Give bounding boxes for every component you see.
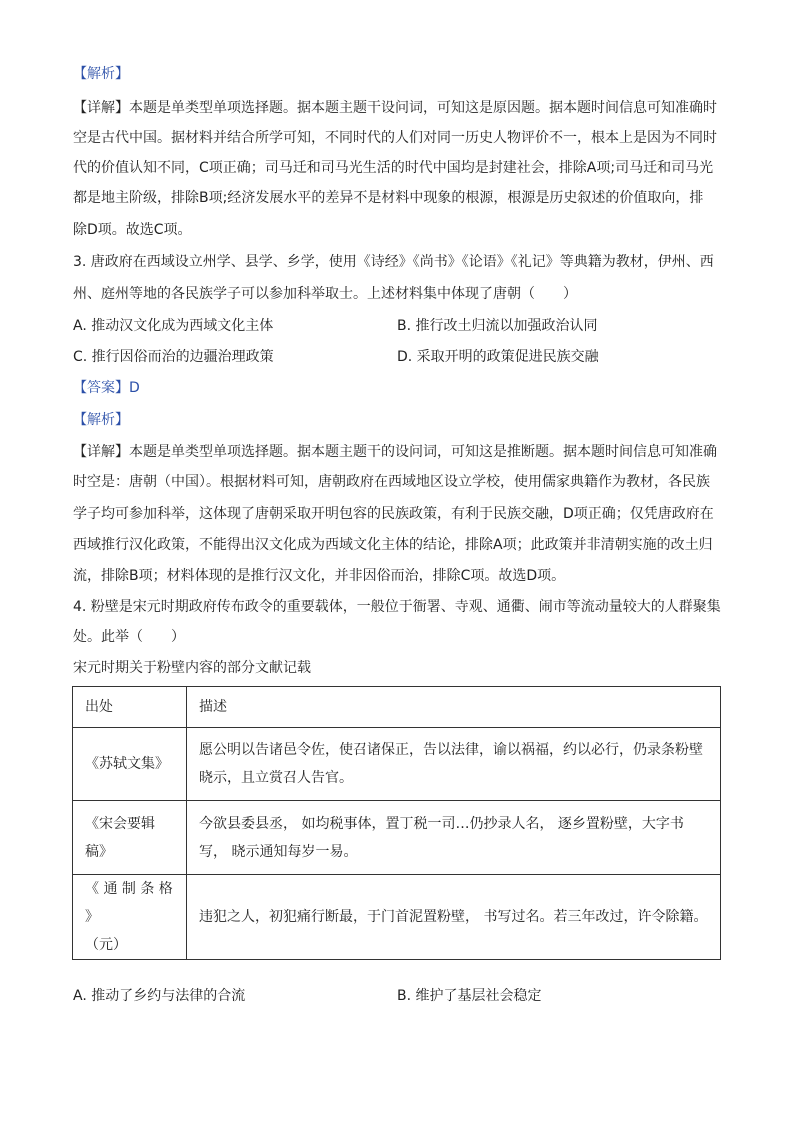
explanation-line: 【详解】本题是单类型单项选择题。据本题主题干的设问词，可知这是推断题。据本题时间信息可知准确: [73, 444, 717, 460]
explanation-line: 时空是：唐朝（中国）。根据材料可知，唐朝政府在西域地区设立学校，使用儒家典籍作为教材，各民族: [73, 474, 710, 490]
desc-line: 写， 晓示通知每岁一易。: [199, 843, 358, 860]
desc-line: 晓示，且立赏召人告官。: [199, 770, 353, 786]
table-cell-desc: [187, 728, 721, 801]
table-row: [73, 801, 721, 875]
q4-option-b: B. 维护了基层社会稳定: [397, 988, 542, 1004]
desc-line: 愿公明以告诸邑令佐，使召诸保正，告以法律，谕以祸福，约以必行，仍录条粉壁: [199, 742, 703, 758]
q3-option-d: D. 采取开明的政策促进民族交融: [397, 349, 599, 365]
table-header-desc: 描述: [187, 687, 721, 728]
explanation-line: 都是地主阶级，排除B项;经济发展水平的差异不是材料中现象的根源，根源是历史叙述的价值取向，排: [73, 190, 704, 206]
explanation-line: 学子均可参加科举，这体现了唐朝采取开明包容的民族政策，有利于民族交融，D项正确；仅凭唐政府在: [73, 506, 714, 522]
table-header-source: 出处: [73, 687, 187, 728]
question-3-stem: 3. 唐政府在西域设立州学、县学、乡学，使用《诗经》《尚书》《论语》《礼记》等典籍为教材，伊州、西: [73, 254, 714, 270]
analysis-heading-1: 【解析】: [73, 66, 129, 82]
table-row: [73, 728, 721, 801]
source-line: （元）: [85, 937, 127, 953]
question-4-stem: 4. 粉壁是宋元时期政府传布政令的重要载体，一般位于衙署、寺观、通衢、闹市等流动量较大的人群聚集: [73, 599, 721, 615]
question-4-stem: 处。此举（ ）: [73, 629, 185, 645]
source-line: 《 通 制 条 格 》: [85, 881, 173, 925]
desc-line: 违犯之人，初犯痛行断最，于门首泥置粉壁， 书写过名。若三年改过，许令除籍。: [199, 909, 708, 925]
explanation-line: 除D项。故选C项。: [73, 222, 192, 238]
explanation-line: 西域推行汉化政策，不能得出汉文化成为西域文化主体的结论，排除A项；此政策并非清朝实施的改土归: [73, 537, 713, 553]
analysis-heading-2: 【解析】: [73, 412, 129, 428]
q3-option-c: C. 推行因俗而治的边疆治理政策: [73, 349, 274, 365]
source-table: [72, 686, 721, 960]
q3-option-b: B. 推行改土归流以加强政治认同: [397, 318, 598, 334]
table-caption: 宋元时期关于粉壁内容的部分文献记载: [73, 660, 311, 676]
table-row: [73, 875, 721, 960]
explanation-line: 【详解】本题是单类型单项选择题。据本题主题干设问词，可知这是原因题。据本题时间信息可知准确时: [73, 100, 717, 116]
table-cell-source: 《苏轼文集》: [73, 728, 187, 801]
q4-option-a: A. 推动了乡约与法律的合流: [73, 988, 246, 1004]
answer-line: 【答案】D: [73, 380, 140, 396]
explanation-line: 流，排除B项；材料体现的是推行汉文化，并非因俗而治，排除C项。故选D项。: [73, 568, 566, 584]
table-cell-source: 《宋会要辑稿》: [73, 801, 187, 875]
table-cell-desc: [187, 801, 721, 875]
table-header-row: [73, 687, 721, 728]
q3-option-a: A. 推动汉文化成为西域文化主体: [73, 318, 274, 334]
table-cell-desc: [187, 875, 721, 960]
explanation-line: 代的价值认知不同，C项正确；司马迁和司马光生活的时代中国均是封建社会，排除A项;司马迁和司马光: [73, 160, 714, 176]
table-cell-source: [73, 875, 187, 960]
question-3-stem: 州、庭州等地的各民族学子可以参加科举取士。上述材料集中体现了唐朝（ ）: [73, 286, 577, 302]
explanation-line: 空是古代中国。据材料并结合所学可知，不同时代的人们对同一历史人物评价不一，根本上是因为不同时: [73, 130, 717, 146]
desc-line: 今欲县委县丞， 如均税事体，置丁税一司…仍抄录人名， 逐乡置粉壁，大字书: [199, 815, 684, 832]
